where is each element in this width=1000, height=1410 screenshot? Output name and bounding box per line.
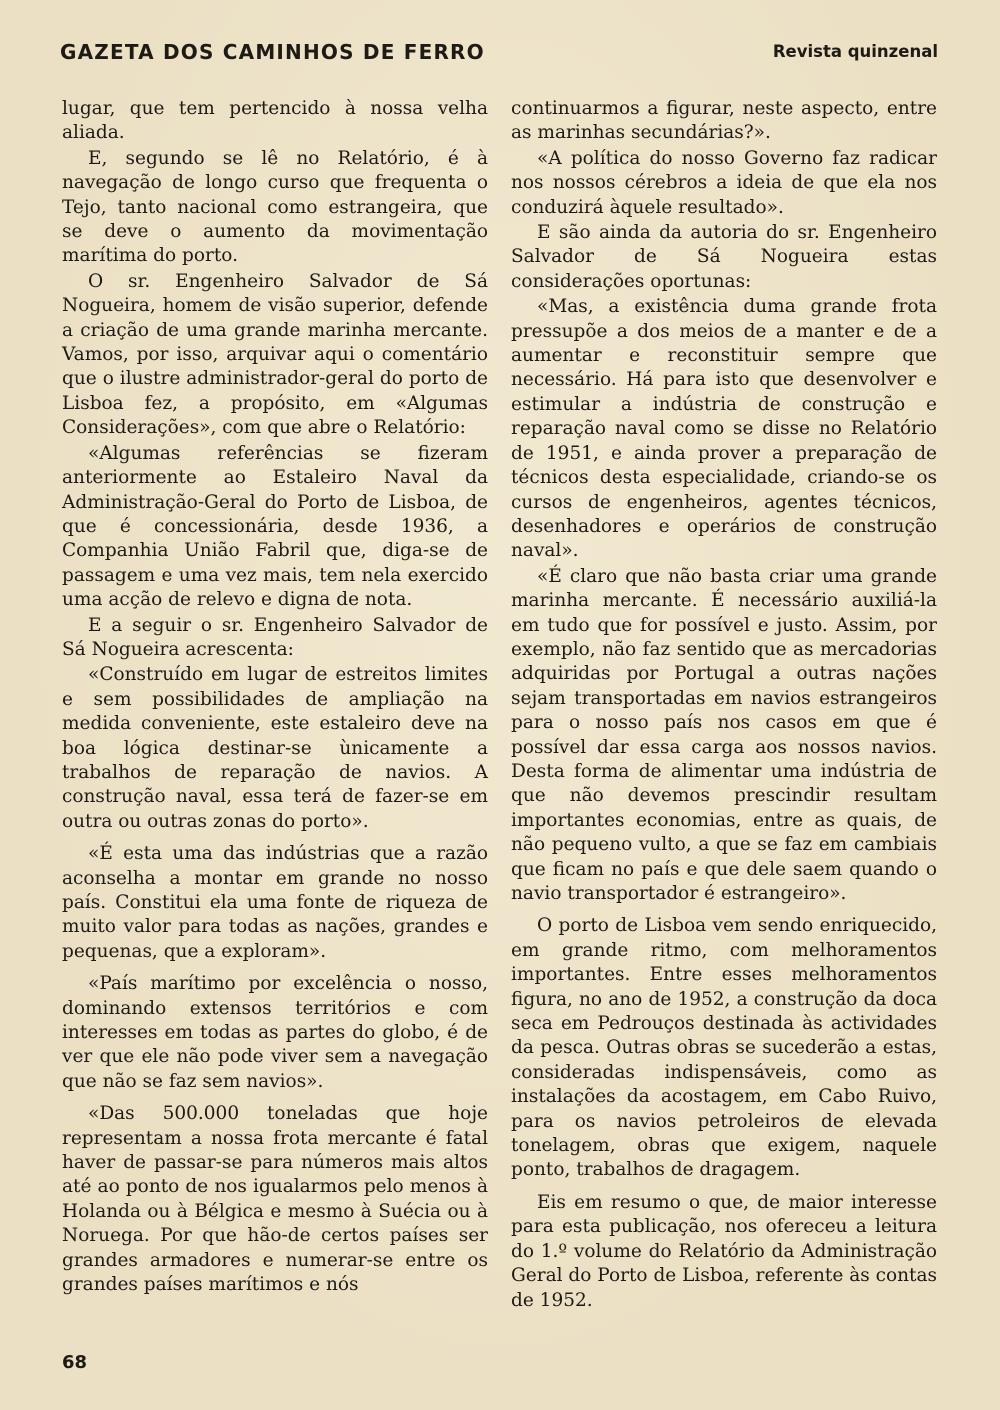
paragraph: E a seguir o sr. Engenheiro Salvador de Sá Nogueira acrescenta: xyxy=(62,614,488,660)
paragraph: «Construído em lugar de estreitos limites e sem possibilidades de ampliação na medida conveniente, este estaleiro deve na boa lógica destinar-se ùnicamente a trabalhos de reparação de navios. A construção naval, essa terá de fazer-se em outra ou outras zonas do porto». xyxy=(62,664,488,832)
paragraph: O sr. Engenheiro Salvador de Sá Nogueira, homem de visão superior, defende a criação de uma grande marinha mercante. Vamos, por isso, arquivar aqui o comentário que o ilustre administrador-geral do porto de Lisboa fez, a propósito, em «Algumas Considerações», com que abre o Relatório: xyxy=(62,270,488,439)
paragraph: O porto de Lisboa vem sendo enriquecido, em grande ritmo, com melhoramentos importantes. Entre esses melhoramentos figura, no ano de 1952, a construção da doca seca em Pedrouços destinada às actividades da pesca. Outras obras se sucederão a estas, consideradas indispensáveis, como as instalações da acostagem, em Cabo Ruivo, para os navios petroleiros de elevada tonelagem, obras que exigem, naquele ponto, trabalhos de dragagem. xyxy=(511,915,937,1181)
paragraph: «É esta uma das indústrias que a razão aconselha a montar em grande no nosso país. Constitui ela uma fonte de riqueza de muito valor para todas as nações, grandes e pequenas, que a exploram». xyxy=(62,843,488,962)
paragraph: «É claro que não basta criar uma grande marinha mercante. É necessário auxiliá-la em tudo que for possível e justo. Assim, por exemplo, não faz sentido que as mercadorias adquiridas por Portugal a outras nações sejam transportadas em navios estrangeiros para o nosso país nos casos em que é possível dar essa carga aos nossos navios. Desta forma de alimentar uma indústria de que não devemos prescindir resultam importantes economias, entre as quais, de não pequeno vulto, a que se faz em cambiais que ficam no país e que dele saem quando o navio transportador é estrangeiro». xyxy=(511,565,937,904)
paragraph: continuarmos a figurar, neste aspecto, entre as marinhas secundárias?». xyxy=(511,98,937,144)
page-header xyxy=(60,36,938,70)
paragraph: «Algumas referências se fizeram anteriormente ao Estaleiro Naval da Administração-Geral do Porto de Lisboa, de que é concessionária, desde 1936, a Companhia União Fabril que, diga-se de passagem e uma vez mais, tem nela exercido uma acção de relevo e digna de nota. xyxy=(62,442,488,611)
page-number: 68 xyxy=(62,1352,88,1373)
paragraph: E são ainda da autoria do sr. Engenheiro Salvador de Sá Nogueira estas considerações oportunas: xyxy=(511,222,937,292)
paragraph: Eis em resumo o que, de maior interesse para esta publicação, nos ofereceu a leitura do 1.º volume do Relatório da Administração Geral do Porto de Lisboa, referente às contas de 1952. xyxy=(511,1191,937,1311)
paragraph: «País marítimo por excelência o nosso, dominando extensos territórios e com interesses em todas as partes do globo, é de ver que ele não pode viver sem a navegação que não se faz sem navios». xyxy=(62,973,488,1092)
left-text-column xyxy=(62,97,488,1298)
journal-title: GAZETA DOS CAMINHOS DE FERRO xyxy=(60,40,485,64)
paragraph: lugar, que tem pertencido à nossa velha aliada. xyxy=(62,98,488,144)
paragraph: «A política do nosso Governo faz radicar nos nossos cérebros a ideia de que ela nos conduzirá àquele resultado». xyxy=(511,147,937,218)
paragraph: «Mas, a existência duma grande frota pressupõe a dos meios de a manter e de a aumentar e reconstituir sempre que necessário. Há para isto que desenvolver e estimular a indústria de construção e reparação naval como se disse no Relatório de 1951, e ainda prover a preparação de técnicos desta especialidade, criando-se os cursos de engenheiros, agentes técnicos, desenhadores e operários de construção naval». xyxy=(511,296,937,562)
journal-subtitle: Revista quinzenal xyxy=(772,42,938,61)
right-text-column xyxy=(511,97,937,1313)
paragraph: E, segundo se lê no Relatório, é à navegação de longo curso que frequenta o Tejo, tanto nacional como estrangeira, que se deve o aumento da movimentação marítima do porto. xyxy=(62,147,488,267)
paragraph: «Das 500.000 toneladas que hoje representam a nossa frota mercante é fatal haver de passar-se para números mais altos até ao ponto de nos igualarmos pelo menos à Holanda ou à Bélgica e mesmo à Suécia ou à Noruega. Por que hão-de certos países ser grandes armadores e numerar-se entre os grandes países marítimos e nós xyxy=(62,1103,488,1296)
